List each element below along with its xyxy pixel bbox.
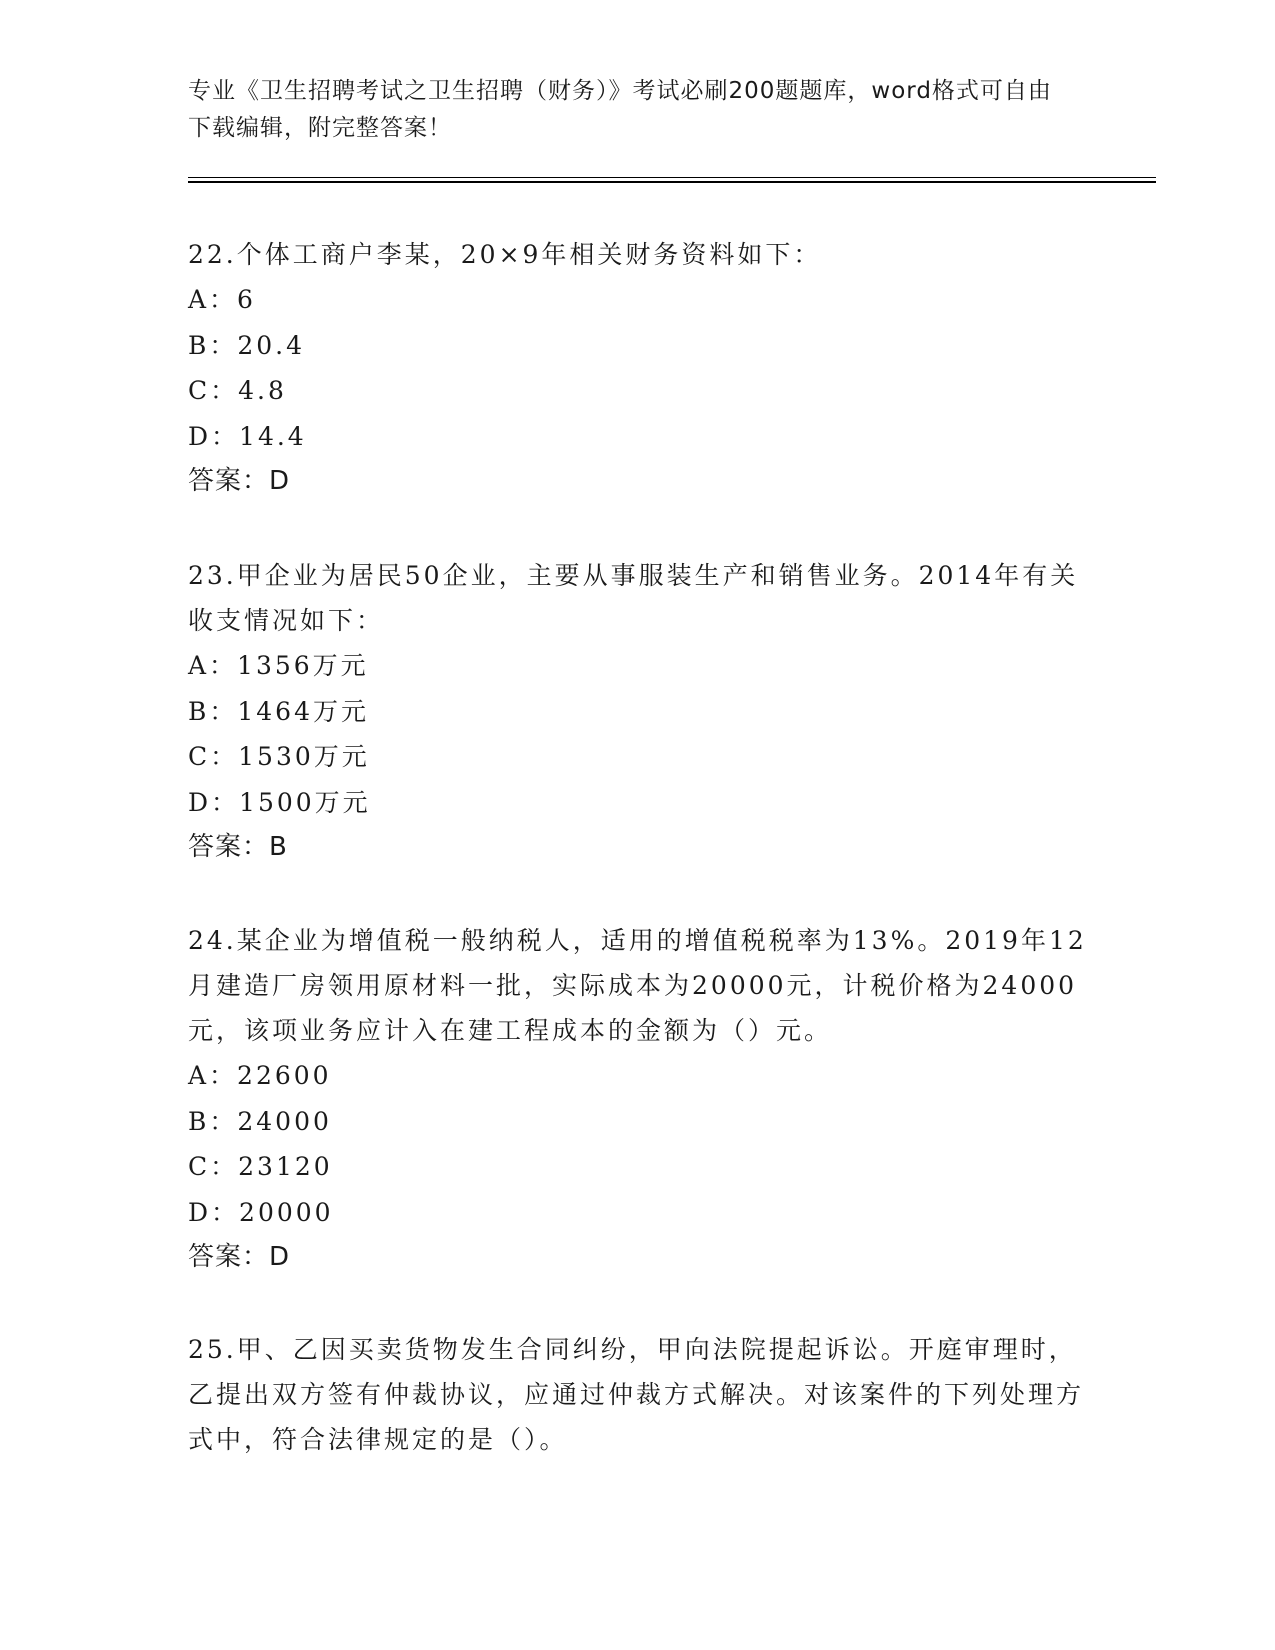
option-a: A：1356万元 [188,651,369,680]
header-divider-thin [188,177,1156,178]
option-c: C：1530万元 [188,742,370,771]
option-b: B：1464万元 [188,696,369,726]
question-22 [188,232,1088,504]
option-c: C：4.8 [188,376,287,405]
option-b: B：24000 [188,1106,332,1136]
option-d: D：1500万元 [188,787,371,817]
option-list [188,643,1088,825]
header-divider-thick [188,181,1156,183]
option-a: A：6 [188,285,256,314]
option-list [188,277,1088,459]
question-stem: 23.甲企业为居民50企业，主要从事服装生产和销售业务。2014年有关收支情况如下： [188,561,1079,635]
option-c: C：23120 [188,1152,333,1181]
option-d: D：14.4 [188,421,307,451]
question-stem: 22.个体工商户李某，20×9年相关财务资料如下： [188,240,822,269]
option-list [188,1053,1088,1235]
answer-line: 答案：D [188,1242,291,1272]
question-stem: 24.某企业为增值税一般纳税人，适用的增值税税率为13%。2019年12月建造厂房领用原材料一批，实际成本为20000元，计税价格为24000元，该项业务应计入在建工程成本的金额为（）元。 [188,926,1087,1045]
answer-line: 答案：B [188,832,288,862]
question-23 [188,553,1088,870]
question-24 [188,918,1088,1280]
answer-line: 答案：D [188,466,291,496]
question-25 [188,1327,1088,1462]
header-intro: 专业《卫生招聘考试之卫生招聘（财务）》考试必刷200题题库，word格式可自由下载编辑，附完整答案！ [188,78,1052,141]
option-a: A：22600 [188,1061,332,1090]
option-d: D：20000 [188,1197,334,1227]
question-stem: 25.甲、乙因买卖货物发生合同纠纷，甲向法院提起诉讼。开庭审理时，乙提出双方签有仲裁协议，应通过仲裁方式解决。对该案件的下列处理方式中，符合法律规定的是（）。 [188,1335,1085,1454]
option-b: B：20.4 [188,330,306,360]
